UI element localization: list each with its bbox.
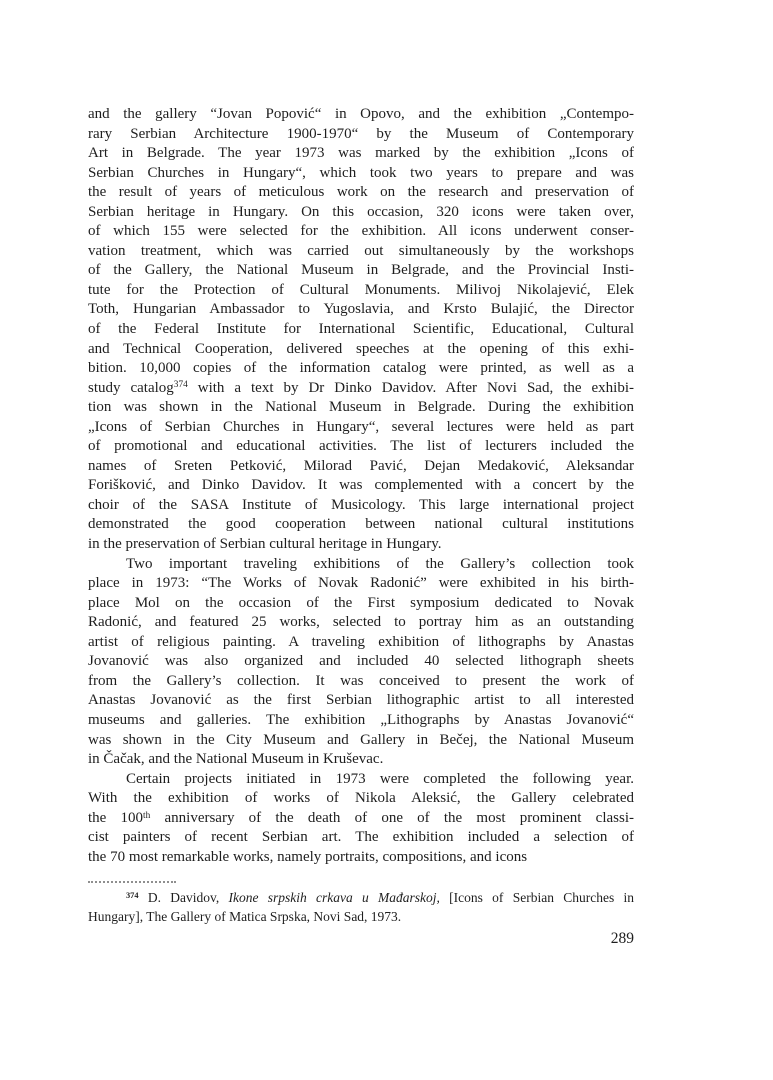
superscript-ref: 374 [173, 380, 188, 391]
text-line: Hungary], The Gallery of Matica Srpska, Novi Sad, 1973. [88, 909, 402, 924]
text-line: Art in Belgrade. The year 1973 was marked by the exhibition „Icons of [88, 145, 634, 162]
text-line: place in 1973: “The Works of Novak Radonić” were exhibited in his birth- [88, 575, 634, 592]
text-line: Two important traveling exhibitions of the Gallery’s collection took [126, 555, 634, 572]
text-line: of which 155 were selected for the exhibition. All icons underwent conser- [88, 223, 634, 240]
text-line: in the preservation of Serbian cultural heritage in Hungary. [88, 536, 442, 553]
text-line: vation treatment, which was carried out simultaneously by the workshops [88, 242, 634, 259]
text-line: place Mol on the occasion of the First symposium dedicated to Novak [88, 594, 634, 611]
text-line: the 70 most remarkable works, namely portraits, compositions, and icons [88, 848, 528, 865]
text-line: of the Gallery, the National Museum in Belgrade, and the Provincial Insti- [88, 262, 634, 279]
text-line: „Icons of Serbian Churches in Hungary“, several lectures were held as part [88, 418, 634, 435]
text-line: cist painters of recent Serbian art. The exhibition included a selection of [88, 829, 634, 846]
text-line: the 100th anniversary of the death of one of the most prominent classi- [88, 809, 634, 826]
text-line: and the gallery “Jovan Popović“ in Opovo, and the exhibition „Contempo- [88, 106, 634, 122]
text-line: tute for the Protection of Cultural Monuments. Milivoj Nikolajević, Elek [88, 281, 634, 298]
page-number: 289 [610, 930, 634, 947]
paragraph [88, 105, 634, 555]
text-line: rary Serbian Architecture 1900-1970“ by the Museum of Contemporary [88, 125, 634, 142]
text-line: demonstrated the good cooperation between national cultural institutions [88, 516, 634, 533]
text-line: Certain projects initiated in 1973 were completed the following year. [126, 770, 634, 787]
text-line: Forišković, and Dinko Davidov. It was complemented with a concert by the [88, 477, 634, 494]
text-line: bition. 10,000 copies of the information catalog were printed, as well as a [88, 360, 634, 377]
text-line: was shown in the City Museum and Gallery in Bečej, the National Museum [88, 731, 634, 748]
text-line: Jovanović was also organized and included 40 selected lithograph sheets [88, 653, 634, 670]
paragraph [88, 770, 634, 868]
superscript-ref: th [143, 810, 151, 821]
text-line: of the Federal Institute for International Scientific, Educational, Cultural [88, 321, 634, 338]
text-line: Anastas Jovanović as the first Serbian lithographic artist to all interested [88, 692, 634, 709]
body-text [88, 105, 634, 867]
text-line: Toth, Hungarian Ambassador to Yugoslavia, and Krsto Bulajić, the Director [88, 301, 634, 318]
text-line: names of Sreten Petković, Milorad Pavić, Dejan Medaković, Aleksandar [88, 457, 634, 474]
italic-text: Ikone srpskih crkava u Mađarskoj, [228, 890, 440, 905]
footnote [88, 888, 634, 926]
text-line: study catalog$^{374}$ with a text by Dr Dinko Davidov. After Novi Sad, the exhibi- [88, 379, 634, 396]
text-line: in Čačak, and the National Museum in Kruševac. [88, 751, 384, 768]
text-line: $^{374}$ D. Davidov, Ikone srpskih crkava u Mađarskoj, [Icons of Serbian Churches in [126, 890, 634, 905]
text-line: of promotional and educational activities. The list of lecturers included the [88, 438, 634, 455]
text-line: choir of the SASA Institute of Musicology. This large international project [88, 496, 634, 513]
footnote-area [88, 881, 634, 926]
text-line: Serbian Churches in Hungary“, which took two years to prepare and was [88, 164, 634, 181]
paragraph [88, 555, 634, 770]
text-line: With the exhibition of works of Nikola Aleksić, the Gallery celebrated [88, 790, 634, 807]
text-line: museums and galleries. The exhibition „Lithographs by Anastas Jovanović“ [88, 711, 634, 728]
text-line: artist of religious painting. A traveling exhibition of lithographs by Anastas [88, 633, 634, 650]
text-line: from the Gallery’s collection. It was conceived to present the work of [88, 672, 634, 689]
superscript-ref: 374 [126, 891, 139, 901]
text-line: and Technical Cooperation, delivered speeches at the opening of this exhi- [88, 340, 634, 357]
footnote-separator [88, 881, 176, 883]
text-line: Radonić, and featured 25 works, selected to portray him as an outstanding [88, 614, 634, 631]
text-line: tion was shown in the National Museum in Belgrade. During the exhibition [88, 399, 634, 416]
text-line: the result of years of meticulous work on the research and preservation of [88, 184, 634, 201]
text-line: Serbian heritage in Hungary. On this occasion, 320 icons were taken over, [88, 203, 634, 220]
